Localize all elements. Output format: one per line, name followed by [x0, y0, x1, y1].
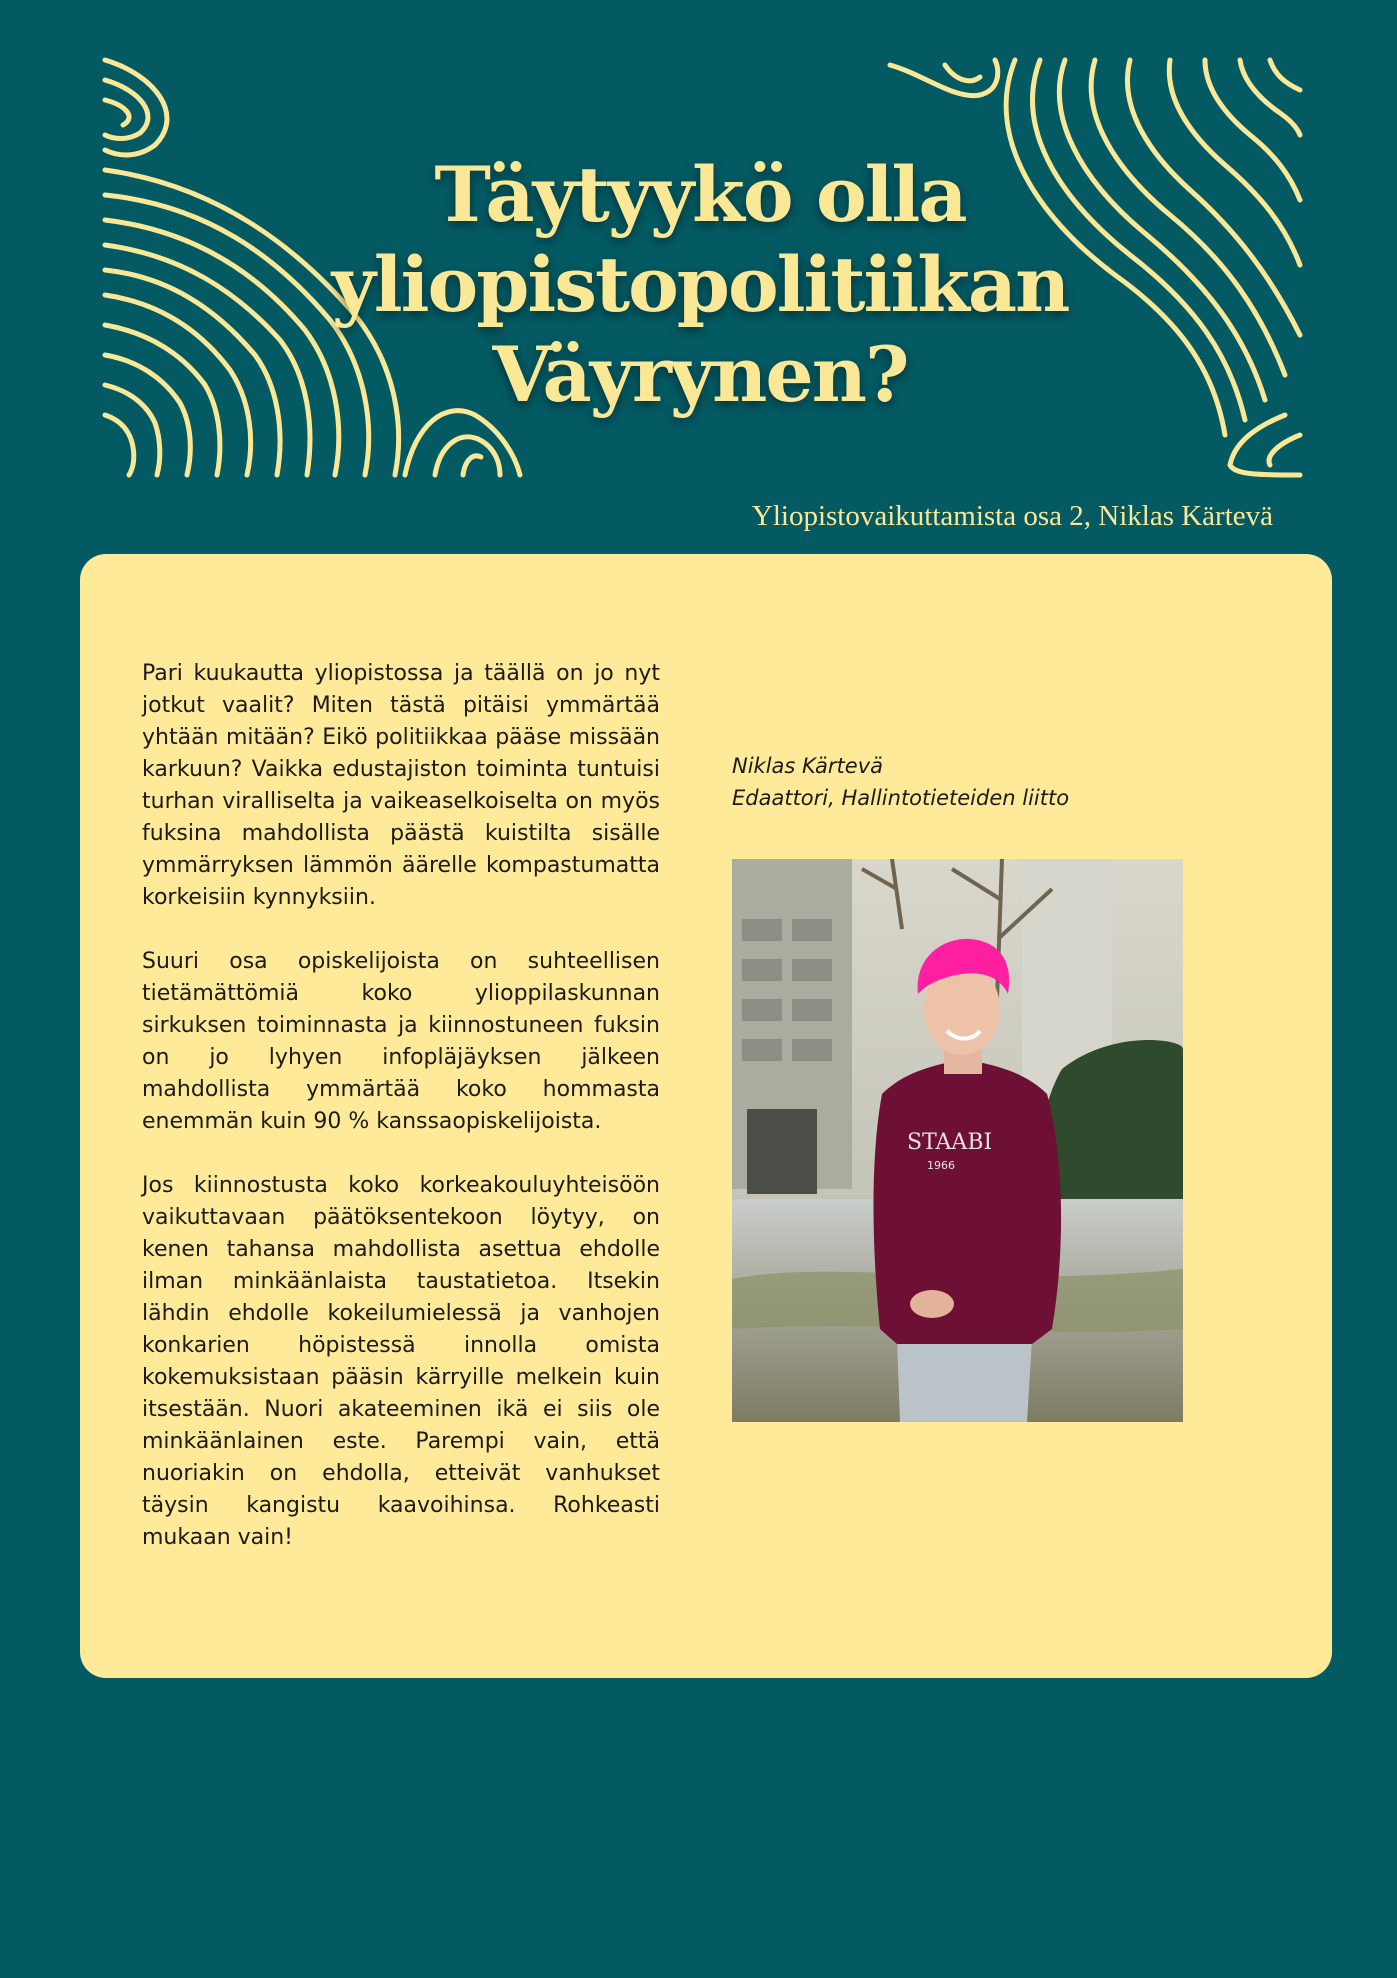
- title-line-3: Väyrynen?: [492, 330, 908, 419]
- author-role: Edaattori, Hallintotieteiden liitto: [732, 786, 1070, 810]
- paragraph-1: Pari kuukautta yliopistossa ja täällä on jo nyt jotkut vaalit? Miten tästä pitäisi ymmärtää yhtään mitään? Eikö politiikkaa pääse missään karkuun? Vaikka edustajiston toiminta tuntuisi turhan viralliselta ja vaikeaselkoiselta on myös fuksina mahdollista päästä kuistilta sisälle ymmärryksen lämmön äärelle kompastumatta korkeisiin kynnyksiin.: [142, 661, 660, 910]
- author-photo: [732, 859, 1183, 1422]
- article-body: [142, 658, 660, 1586]
- photo-trousers: [897, 1339, 1032, 1422]
- paragraph-2: Suuri osa opiskelijoista on suhteellisen tietämättömiä koko ylioppilaskunnan sirkuksen toiminnasta ja kiinnostuneen fuksin on jo lyhyen infopläjäyksen jälkeen mahdollista ymmärtää koko hommasta enemmän kuin 90 % kanssaopiskelijoista.: [142, 949, 660, 1134]
- author-byline: [732, 750, 1212, 814]
- paragraph-3: Jos kiinnostusta koko korkeakouluyhteisöön vaikuttavaan päätöksentekoon löytyy, on kenen tahansa mahdollista asettua ehdolle ilman minkäänlaista taustatietoa. Itsekin lähdin ehdolle kokeilumielessä ja vanhojen konkarien höpistessä innolla omista kokemuksistaan pääsin kärryille melkein kuin itsestään. Nuori akateeminen ikä ei siis ole minkäänlainen este. Parempi vain, että nuoriakin on ehdolla, etteivät vanhukset täysin kangistu kaavoihinsa. Rohkeasti mukaan vain!: [142, 1173, 660, 1550]
- title-line-1: Täytyykö olla: [434, 150, 966, 239]
- article-subtitle: Yliopistovaikuttamista osa 2, Niklas Kärtevä: [751, 500, 1273, 532]
- photo-sweater: [874, 1059, 1062, 1344]
- title-line-2: yliopistopolitiikan: [331, 240, 1069, 329]
- article-title: [300, 150, 1100, 420]
- author-name: Niklas Kärtevä: [732, 754, 883, 778]
- photo-hands: [910, 1290, 954, 1318]
- photo-doorway: [747, 1109, 817, 1194]
- photo-sweater-year: 1966: [927, 1159, 955, 1172]
- photo-sweater-print: STAABI: [907, 1130, 993, 1155]
